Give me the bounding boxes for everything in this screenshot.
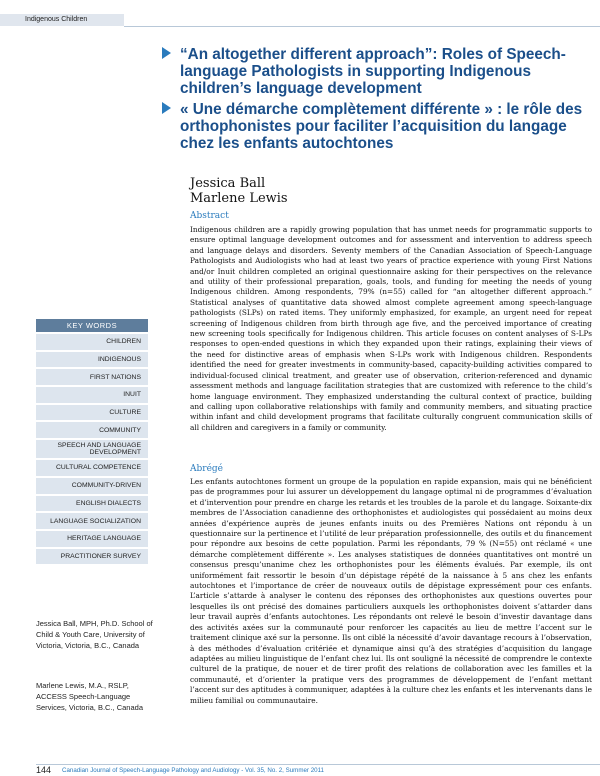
keyword-item: COMMUNITY-DRIVEN [36,478,148,494]
french-title-text: « Une démarche complètement différente » : le rôle des orthophonistes pour faciliter l’acquisition du langage chez les enfants autochtones [180,101,583,152]
footer-rule [36,764,600,765]
author-list [190,176,288,206]
keyword-item: SPEECH AND LANGUAGE DEVELOPMENT [36,440,148,458]
author-name: Jessica Ball [190,176,266,191]
abrege-heading: Abrégé [190,464,223,474]
keyword-item: CULTURE [36,405,148,421]
abstract-text: Indigenous children are a rapidly growing population that has unmet needs for programmatic supports to ensure optimal language development outcomes and for assessment and intervention to address speech and language delays and disorders. Seventy members of the Canadian Association of Speech-Language Pathologists and Audiologists who had at least two years of practice experience with young First Nations and/or Inuit children completed an original questionnaire asking for their perspectives on the relevance and utility of their professional preparation, goals, tools, and funding for meeting the needs of young Indigenous children. Among respondents, 79% (n=55) called for “an altogether different approach.” Statistical analyses of quantitative data showed almost complete agreement among speech-language pathologists (SLPs) on rated items. They uniformly emphasized, for example, an urgent need for repeat screening of Indigenous children from birth through age five, and the perceived importance of creating new screening tools specifically for Indigenous children. This article focuses on content analyses of S-LPs responses to open-ended questions in which they expanded upon their ratings, explaining their views of the need for distinctive areas of emphasis when S-LPs work with Indigenous children. Respondents identified the need for greater investments in community-based, capacity-building activities compared to individual-focused clinical treatment, and greater use of observation, criterion-referenced and dynamic assessment methods and language facilitation strategies that are customized with reference to the child’s home language environment. They emphasized understanding the cultural context of practice, building and calling upon collaborative relationships with family and community members, and situating practice within infant and child development programs that facilitate culturally congruent communication skills of all children and caregivers in a family or community. [190,225,592,432]
author-name: Marlene Lewis [190,191,288,206]
abrege-text: Les enfants autochtones forment un groupe de la population en rapide expansion, mais qui ne bénéficient pas de programmes pour lui assurer un développement du langage optimal ni de programmes d’évaluation et d’intervention pour prendre en charge les retards et les troubles de la parole et du langage. Soixante-dix membres de l’Association canadienne des orthophonistes et audiologistes qui possédaient au moins deux années d’expérience auprès de jeunes enfants inuits ou des Premières Nations ont répondu à un questionnaire sur la pertinence et l’utilité de leur préparation professionnelle, des outils et du financement pour répondre aux besoins de cette population. Parmi les répondants, 79 % (N=55) ont réclamé « une démarche complètement différente ». Les analyses statistiques de données quantitatives ont montré un consensus presqu’unanime chez les orthophonistes pour les éléments évalués. Par exemple, ils ont uniformément fait ressortir le besoin d’un dépistage répété de la naissance à 5 ans chez les enfants autochtones et l’importance de créer de nouveaux outils de dépistage expressément pour ces enfants. L’article s’attarde à analyser le contenu des réponses des orthophonistes aux questions ouvertes pour lesquelles ils ont précisé des domaines particuliers auxquels les orthophonistes doivent s’attarder dans leur travail auprès d’enfants autochtones. Les répondants ont relevé le besoin d’investir davantage dans des activités axées sur la communauté pour renforcer les capacités au lieu de mettre l’accent sur le traitement clinique axé sur la personne. Ils ont ciblé la nécessité d’avoir davantage recours à l’observation, à des méthodes d’évaluation critériée et dynamique ainsi qu’à des stratégies d’acquisition du langage adaptées au milieu linguistique de l’enfant chez lui. Ils ont souligné la nécessité de comprendre le contexte culturel de la pratique, de nouer et de tirer profit des relations de collaboration avec les familles et la communauté, et d’orienter la pratique vers des programmes de développement de l’enfant mettant l’accent sur des aptitudes à communiquer, adaptées à la culture chez les enfants et les intervenants dans le milieu familial ou communautaire. [190,477,592,705]
arrow-icon [162,102,171,114]
affiliation-lewis: Marlene Lewis, M.A., RSLP, ACCESS Speech-Language Services, Victoria, B.C., Canada [36,681,143,712]
keyword-item: PRACTITIONER SURVEY [36,549,148,565]
header-rule [124,26,600,27]
english-title-text: “An altogether different approach”: Roles of Speech-language Pathologists in supporting Indigenous children’s language development [180,46,566,97]
section-tag-bar [0,0,600,36]
english-title [162,46,592,97]
keyword-item: CULTURAL COMPETENCE [36,460,148,476]
keyword-item: COMMUNITY [36,422,148,438]
page-number: 144 [36,765,52,775]
section-tag: Indigenous Children [0,14,124,26]
page-footer [0,760,600,776]
title-block [162,46,592,156]
keyword-item: CHILDREN [36,334,148,350]
journal-citation: Canadian Journal of Speech-Language Pathology and Audiology - Vol. 35, No. 2, Summer 2011 [62,767,324,774]
keywords-panel [36,319,148,601]
keyword-item: LANGUAGE SOCIALIZATION [36,513,148,529]
keyword-item: ENGLISH DIALECTS [36,496,148,512]
affiliation-ball: Jessica Ball, MPH, Ph.D. School of Child & Youth Care, University of Victoria, Victoria, B.C., Canada [36,619,153,650]
keywords-title: KEY WORDS [36,319,148,332]
keyword-item: FIRST NATIONS [36,369,148,385]
keyword-item: HERITAGE LANGUAGE [36,531,148,547]
arrow-icon [162,47,171,59]
keyword-item: INUIT [36,387,148,403]
keyword-item: INDIGENOUS [36,352,148,368]
french-title [162,101,592,152]
abstract-heading: Abstract [190,211,229,221]
